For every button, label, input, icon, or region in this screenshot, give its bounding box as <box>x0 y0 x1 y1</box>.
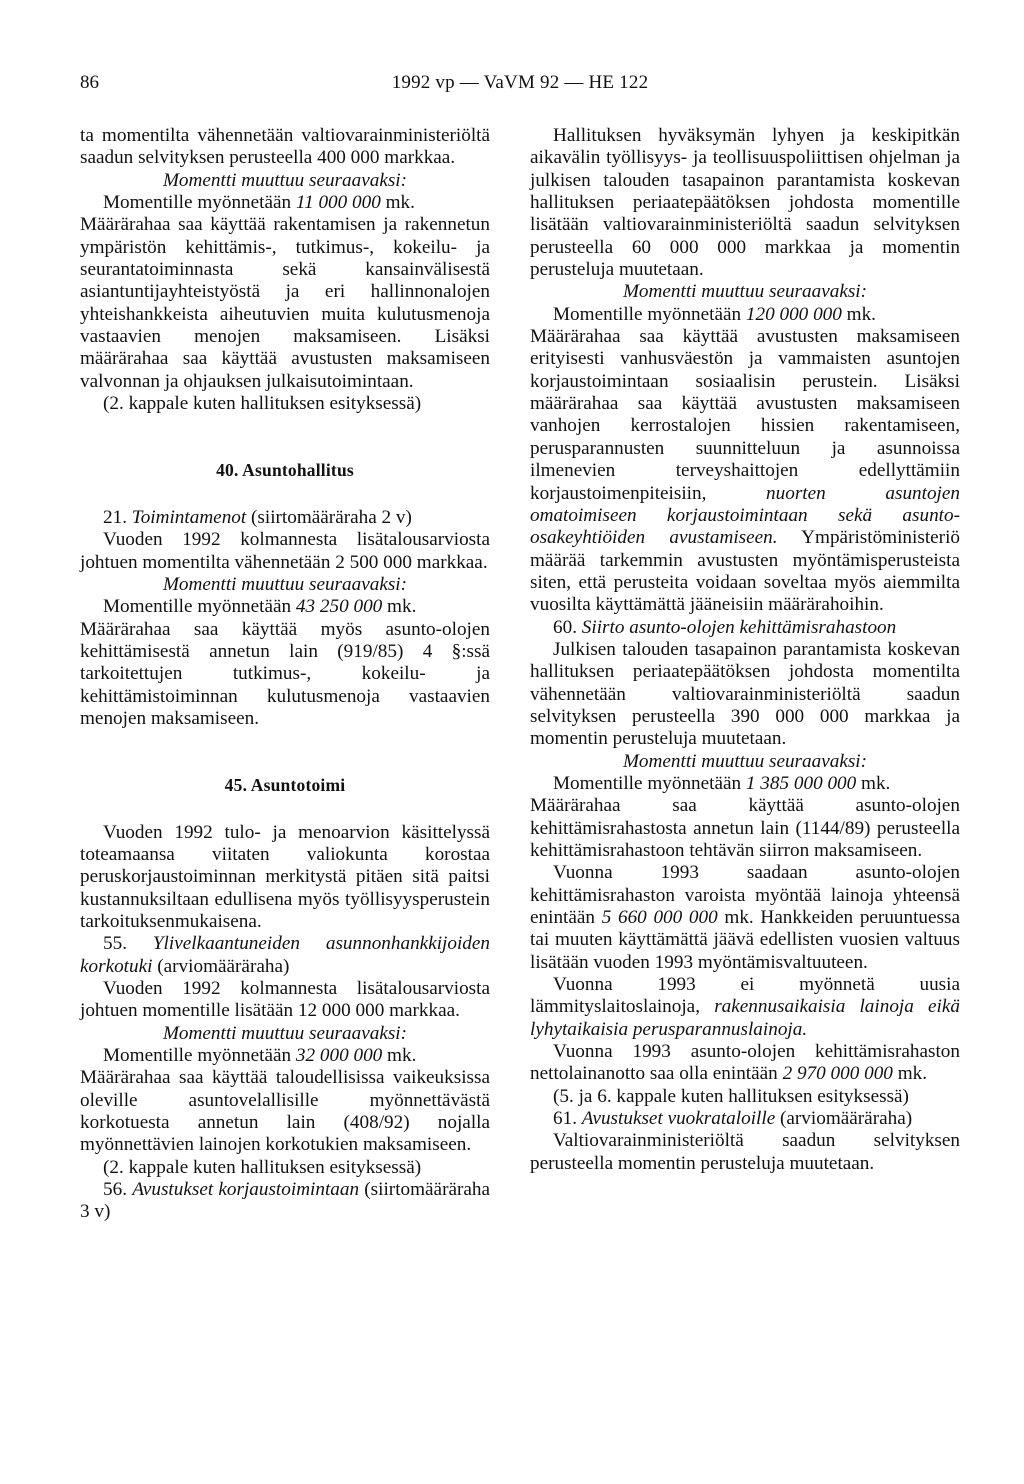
paragraph-amount: 5 660 000 000 <box>601 907 718 929</box>
paragraph: Julkisen talouden tasapainon parantamista koskevan hallituksen periaatepäätöksen johdosta momentilta vähennetään valtiovarainministeriöltä saadun selvityksen perusteella 390 000 000 markkaa ja momentin perusteluja muutetaan. <box>530 638 960 750</box>
item-title: Siirto asunto-olojen kehittämisrahastoon <box>581 616 897 638</box>
item-title: Toimintamenot <box>131 506 247 528</box>
page-number: 86 <box>80 72 99 93</box>
item-number: 60. <box>553 616 582 638</box>
item-heading <box>80 933 490 978</box>
paragraph: Määrärahaa saa käyttää rakentamisen ja rakennetun ympäristön kehittämis-, tutkimus-, kokeilu- ja seurantatoiminnasta sekä kansainvälisestä asiantuntijayhteistyöstä ja eri hallinnonalojen yhteishankkeista aiheutuvien muita kulutusmenoja vastaavien menojen maksamiseen. Lisäksi määrärahaa saa käyttää avustusten maksamiseen valvonnan ja ohjauksen julkaisutoimintaan. <box>80 214 490 392</box>
item-heading <box>80 507 490 529</box>
item-number: 56. <box>103 1179 133 1201</box>
paragraph-text: mk. Hankkeiden peruuntuessa tai muuten käyttämättä jäävä edellisten vuosien valtuus lisätään vuoden 1993 myöntämisvaltuuteen. <box>530 907 960 973</box>
paragraph-text: Vuonna 1993 saadaan asunto-olojen kehittämisrahaston varoista myöntää lainoja yhteensä enintään <box>530 862 960 929</box>
paragraph: ta momentilta vähennetään valtiovarainministeriöltä saadun selvityksen perusteella 400 000 markkaa. <box>80 125 490 169</box>
appropriation-amount: 120 000 000 <box>745 303 842 325</box>
appropriation-line <box>80 192 490 214</box>
appropriation-unit: mk. <box>382 596 417 618</box>
paragraph: Valtiovarainministeriöltä saadun selvityksen perusteella momentin perusteluja muutetaan. <box>530 1130 960 1174</box>
appropriation-amount: 11 000 000 <box>295 192 381 214</box>
item-title: Ylivelkaantuneiden asunnonhankkijoiden korkotuki <box>80 933 490 977</box>
appropriation-text: Momentille myönnetään <box>103 192 296 214</box>
section-heading-45: 45. Asuntotoimi <box>224 775 346 796</box>
paragraph-amount: 2 970 000 000 <box>782 1063 893 1085</box>
paragraph-text: Ympäristöministeriö määrää tarkemmin avustusten myöntämisperusteista siten, että perusteita voidaan soveltaa myös aiemmilta vuosilta käyttämättä jääneisiin määrärahoihin. <box>530 527 960 616</box>
paragraph: Vuoden 1992 kolmannesta lisätalousarviosta johtuen momentille lisätään 12 000 000 markkaa. <box>80 978 490 1022</box>
appropriation-text: Momentille myönnetään <box>553 303 746 325</box>
appropriation-text: Momentille myönnetään <box>103 596 296 618</box>
paragraph <box>530 974 960 1041</box>
paragraph-text: Määrärahaa saa käyttää avustusten maksamiseen erityisesti vanhusväestön ja vammaisten asuntojen korjaustoimintaan sosiaalisin perustein. Lisäksi määrärahaa saa käyttää avustusten maksamiseen vanhojen kerrostalojen hissien rakentamiseen, perusparannusten suunnitteluun ja asunnoissa ilmenevien terveyshaittojen edellyttämiin korjaustoimenpiteisiin, <box>530 326 960 504</box>
appropriation-unit: mk. <box>856 772 891 794</box>
appropriation-amount: 1 385 000 000 <box>745 772 857 794</box>
appropriation-line <box>530 304 960 326</box>
item-type: (arviomääräraha) <box>775 1108 913 1130</box>
appropriation-line <box>80 1045 490 1067</box>
paragraph <box>530 862 960 974</box>
paragraph: Vuoden 1992 tulo- ja menoarvion käsittelyssä toteamaansa viitaten valiokunta korostaa peruskorjaustoiminnan merkitystä pitäen sitä paitsi kustannuksiltaan edullisena myös työllisyysperustein tarkoituksenmukaisena. <box>80 821 490 932</box>
item-heading <box>530 617 960 639</box>
paragraph: Hallituksen hyväksymän lyhyen ja keskipitkän aikavälin työllisyys- ja teollisuuspoliittisen ohjelman ja julkisen talouden tasapainon parantamista koskevan hallituksen periaatepäätöksen johdosta momentille lisätään valtiovarainministeriöltä saadun selvityksen perusteella 60 000 000 markkaa ja momentin perusteluja muutetaan. <box>530 125 960 281</box>
appropriation-line <box>80 596 490 618</box>
page-header <box>80 72 960 102</box>
item-number: 21. <box>103 506 132 528</box>
appropriation-text: Momentille myönnetään <box>553 772 746 794</box>
paragraph <box>530 1041 960 1086</box>
paragraph: Määrärahaa saa käyttää asunto-olojen kehittämisrahastosta annetun lain (1144/89) perusteella kehittämisrahastoon tehtävän siirron maksamiseen. <box>530 795 960 861</box>
paragraph-unit: mk. <box>892 1063 928 1085</box>
paragraph-text: Vuonna 1993 ei myönnetä uusia lämmityslaitoslainoja, <box>530 974 960 1018</box>
appropriation-amount: 43 250 000 <box>295 596 383 618</box>
paragraph: (2. kappale kuten hallituksen esityksessä) <box>103 1156 422 1178</box>
item-heading <box>530 1108 960 1130</box>
amendment-note: Momentti muuttuu seuraavaksi: <box>622 281 868 303</box>
paragraph: Määrärahaa saa käyttää taloudellisissa vaikeuksissa oleville asuntovelallisille myönnettävästä korkotuesta annetun lain (408/92) nojalla myönnettävien lainojen korkotukien maksamiseen. <box>80 1067 490 1156</box>
paragraph-italic-text: rakennusaikaisia lainoja eikä lyhytaikaisia perusparannuslainoja. <box>530 996 960 1040</box>
amendment-note: Momentti muuttuu seuraavaksi: <box>162 573 408 595</box>
item-type: (siirtomääräraha 2 v) <box>246 506 412 528</box>
appropriation-line <box>530 773 960 795</box>
paragraph-text: Vuonna 1993 asunto-olojen kehittämisrahaston nettolainanotto saa olla enintään <box>530 1041 960 1085</box>
appropriation-unit: mk. <box>380 192 415 214</box>
appropriation-text: Momentille myönnetään <box>103 1045 296 1067</box>
paragraph: (2. kappale kuten hallituksen esityksessä) <box>103 393 422 415</box>
item-title: Avustukset vuokrataloille <box>581 1108 776 1130</box>
running-head: 1992 vp — VaVM 92 — HE 122 <box>391 72 649 93</box>
paragraph <box>530 326 960 616</box>
item-title: Avustukset korjaustoimintaan <box>132 1179 360 1201</box>
paragraph: (5. ja 6. kappale kuten hallituksen esityksessä) <box>553 1085 909 1107</box>
paragraph-italic-text: nuorten asuntojen omatoimiseen korjaustoimintaan sekä asunto-osakeyhtiöiden avustamiseen. <box>530 482 960 549</box>
appropriation-amount: 32 000 000 <box>295 1045 383 1067</box>
amendment-note: Momentti muuttuu seuraavaksi: <box>162 1022 408 1044</box>
appropriation-unit: mk. <box>382 1045 417 1067</box>
appropriation-unit: mk. <box>841 303 876 325</box>
item-type: (siirtomääräraha 3 v) <box>80 1179 490 1223</box>
left-column <box>80 125 490 1224</box>
right-column <box>530 125 960 1175</box>
amendment-note: Momentti muuttuu seuraavaksi: <box>622 750 868 772</box>
paragraph: Vuoden 1992 kolmannesta lisätalousarviosta johtuen momentilta vähennetään 2 500 000 markkaa. <box>80 529 490 573</box>
item-heading <box>80 1179 490 1224</box>
item-number: 55. <box>103 933 153 955</box>
amendment-note: Momentti muuttuu seuraavaksi: <box>162 169 408 191</box>
item-type: (arviomääräraha) <box>152 955 290 977</box>
item-number: 61. <box>553 1108 582 1130</box>
section-heading-40: 40. Asuntohallitus <box>216 460 354 481</box>
paragraph: Määrärahaa saa käyttää myös asunto-olojen kehittämisestä annetun lain (919/85) 4 §:ssä tarkoitettujen tutkimus-, kokeilu- ja kehittämistoiminnan kulutusmenoja vastaavien menojen maksamiseen. <box>80 618 490 729</box>
